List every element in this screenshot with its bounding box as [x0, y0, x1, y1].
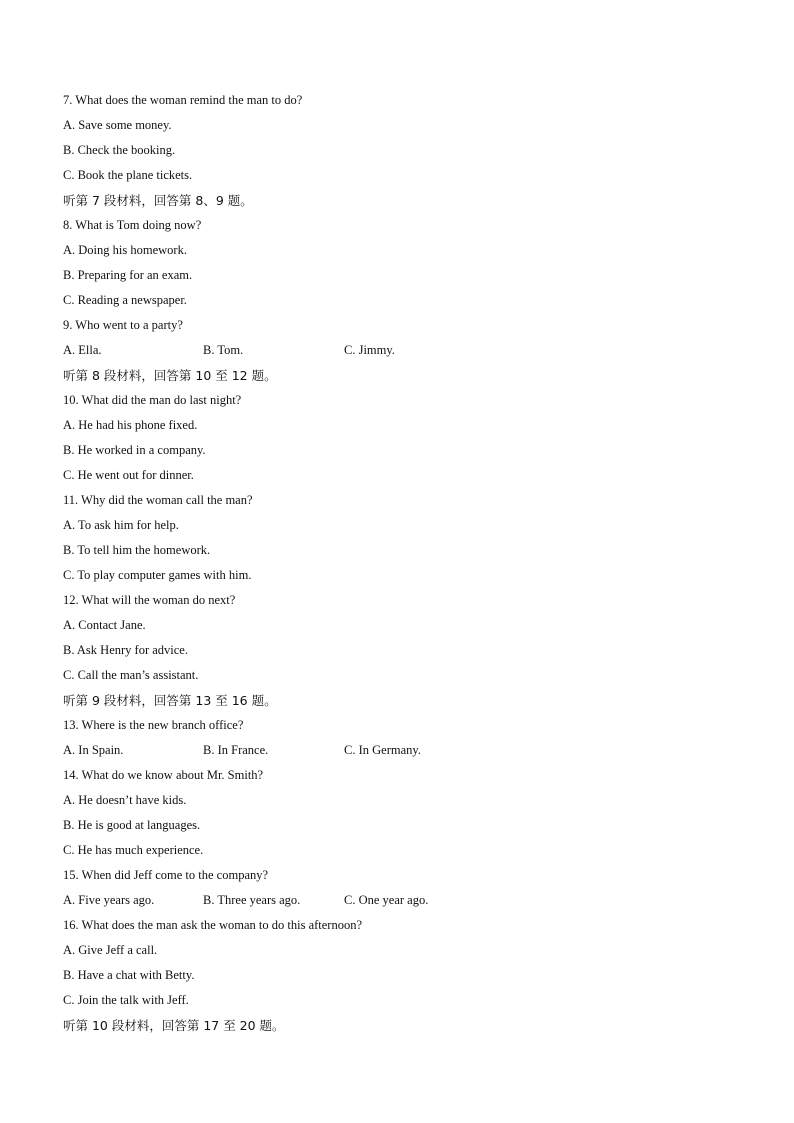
- question-text: 12. What will the woman do next?: [63, 593, 236, 607]
- answer-option: A. He had his phone fixed.: [63, 418, 198, 432]
- answer-option: A. He doesn’t have kids.: [63, 793, 187, 807]
- question-text: 15. When did Jeff come to the company?: [63, 868, 269, 882]
- answer-option: C. Join the talk with Jeff.: [63, 993, 189, 1007]
- question-text: 9. Who went to a party?: [63, 318, 183, 332]
- answer-option: B. He worked in a company.: [63, 443, 206, 457]
- answer-option: B. Preparing for an exam.: [63, 268, 193, 282]
- option-c: C. Jimmy.: [344, 343, 395, 357]
- answer-option: A. Contact Jane.: [63, 618, 146, 632]
- option-row: [63, 888, 743, 913]
- section-instruction: 听第 9 段材料，回答第 13 至 16 题。: [63, 693, 277, 708]
- answer-option: C. He went out for dinner.: [63, 468, 194, 482]
- answer-option: B. To tell him the homework.: [63, 543, 211, 557]
- answer-option: A. To ask him for help.: [63, 518, 179, 532]
- section-instruction: 听第 7 段材料，回答第 8、9 题。: [63, 193, 253, 208]
- answer-option: B. He is good at languages.: [63, 818, 201, 832]
- answer-option: A. Save some money.: [63, 118, 172, 132]
- question-text: 11. Why did the woman call the man?: [63, 493, 253, 507]
- question-text: 14. What do we know about Mr. Smith?: [63, 768, 264, 782]
- listening-questions: [63, 88, 743, 1038]
- option-c: C. In Germany.: [344, 743, 421, 757]
- option-b: B. Three years ago.: [203, 893, 301, 907]
- option-a: A. In Spain.: [63, 743, 124, 757]
- question-text: 16. What does the man ask the woman to do this afternoon?: [63, 918, 363, 932]
- question-text: 8. What is Tom doing now?: [63, 218, 202, 232]
- answer-option: C. Call the man’s assistant.: [63, 668, 199, 682]
- option-row: [63, 338, 743, 363]
- answer-option: B. Have a chat with Betty.: [63, 968, 195, 982]
- section-instruction: 听第 10 段材料，回答第 17 至 20 题。: [63, 1018, 285, 1033]
- answer-option: C. He has much experience.: [63, 843, 204, 857]
- question-text: 10. What did the man do last night?: [63, 393, 242, 407]
- answer-option: C. To play computer games with him.: [63, 568, 252, 582]
- section-instruction: 听第 8 段材料，回答第 10 至 12 题。: [63, 368, 277, 383]
- option-b: B. Tom.: [203, 343, 244, 357]
- answer-option: C. Reading a newspaper.: [63, 293, 187, 307]
- answer-option: A. Give Jeff a call.: [63, 943, 158, 957]
- option-a: A. Five years ago.: [63, 893, 155, 907]
- option-b: B. In France.: [203, 743, 269, 757]
- option-a: A. Ella.: [63, 343, 102, 357]
- answer-option: B. Ask Henry for advice.: [63, 643, 188, 657]
- question-text: 7. What does the woman remind the man to do?: [63, 93, 303, 107]
- answer-option: C. Book the plane tickets.: [63, 168, 193, 182]
- answer-option: B. Check the booking.: [63, 143, 176, 157]
- question-text: 13. Where is the new branch office?: [63, 718, 244, 732]
- option-row: [63, 738, 743, 763]
- answer-option: A. Doing his homework.: [63, 243, 187, 257]
- option-c: C. One year ago.: [344, 893, 429, 907]
